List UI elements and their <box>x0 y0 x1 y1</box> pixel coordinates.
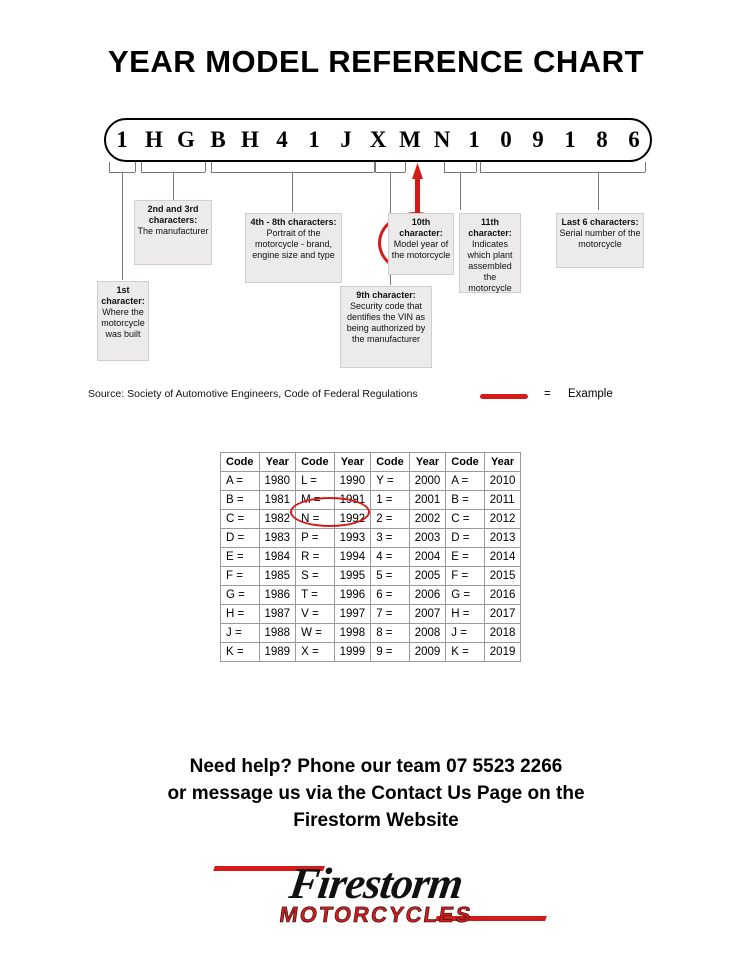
vin-character: 6 <box>628 127 640 152</box>
year-cell: 1991 <box>334 491 371 510</box>
footer-line-1: Need help? Phone our team 07 5523 2266 <box>189 756 563 777</box>
vin-character: H <box>241 127 259 152</box>
year-cell: 2000 <box>409 472 446 491</box>
column-header: Code <box>371 453 410 472</box>
code-cell: F = <box>221 567 260 586</box>
code-cell: H = <box>446 605 485 624</box>
vin-number-box <box>104 118 652 162</box>
callout-second-third-characters <box>134 200 212 265</box>
year-cell: 2016 <box>484 586 521 605</box>
code-cell: W = <box>296 624 335 643</box>
code-cell: D = <box>221 529 260 548</box>
callout-body: Indicates which plant assembled the motorcycle <box>467 239 513 293</box>
callout-heading: 9th character: <box>356 290 416 300</box>
code-cell: G = <box>446 586 485 605</box>
year-cell: 1988 <box>259 624 296 643</box>
year-cell: 1982 <box>259 510 296 529</box>
year-cell: 1997 <box>334 605 371 624</box>
year-cell: 1987 <box>259 605 296 624</box>
year-cell: 1984 <box>259 548 296 567</box>
table-row <box>221 472 521 491</box>
code-cell: 9 = <box>371 643 410 662</box>
code-cell: C = <box>446 510 485 529</box>
callout-fourth-eighth-characters <box>245 213 342 283</box>
code-cell: T = <box>296 586 335 605</box>
year-cell: 2013 <box>484 529 521 548</box>
callout-heading: 11th character: <box>468 217 512 238</box>
bracket-line <box>405 162 406 172</box>
callout-heading: 2nd and 3rd characters: <box>147 204 199 225</box>
table-row <box>221 529 521 548</box>
bracket-line <box>480 172 645 173</box>
year-cell: 1983 <box>259 529 296 548</box>
year-cell: 1994 <box>334 548 371 567</box>
footer-line-3: Firestorm Website <box>293 810 459 831</box>
year-cell: 2010 <box>484 472 521 491</box>
code-cell: 5 = <box>371 567 410 586</box>
bracket-line <box>135 162 136 172</box>
callout-body: Model year of the motorcycle <box>391 239 451 260</box>
callout-body: Portrait of the motorcycle - brand, engine size and type <box>252 228 335 260</box>
year-cell: 2019 <box>484 643 521 662</box>
callout-heading: 4th - 8th characters: <box>250 217 337 227</box>
callout-first-character <box>97 281 149 361</box>
year-cell: 2002 <box>409 510 446 529</box>
callout-body: The manufacturer <box>137 226 209 236</box>
logo-subtext: MOTORCYCLES <box>277 902 475 927</box>
code-cell: G = <box>221 586 260 605</box>
column-header: Code <box>221 453 260 472</box>
contact-footer <box>0 753 752 834</box>
vin-character: 1 <box>468 127 480 152</box>
vin-character: 1 <box>308 127 320 152</box>
year-cell: 1986 <box>259 586 296 605</box>
year-cell: 2017 <box>484 605 521 624</box>
leader-line <box>292 172 293 212</box>
code-cell: J = <box>446 624 485 643</box>
legend-equals: = <box>544 388 551 400</box>
year-cell: 2004 <box>409 548 446 567</box>
vin-character: H <box>145 127 163 152</box>
code-cell: Y = <box>371 472 410 491</box>
year-cell: 1999 <box>334 643 371 662</box>
code-cell: 2 = <box>371 510 410 529</box>
legend-swatch <box>480 394 528 399</box>
year-cell: 1993 <box>334 529 371 548</box>
code-cell: J = <box>221 624 260 643</box>
year-cell: 2005 <box>409 567 446 586</box>
column-header: Code <box>446 453 485 472</box>
code-cell: H = <box>221 605 260 624</box>
callout-last-six-characters <box>556 213 644 268</box>
year-cell: 1980 <box>259 472 296 491</box>
year-cell: 2008 <box>409 624 446 643</box>
vin-character: 4 <box>276 127 288 152</box>
vin-character: B <box>210 127 226 152</box>
table-header-row <box>221 453 521 472</box>
code-cell: E = <box>221 548 260 567</box>
year-table-highlight-circle <box>290 497 370 527</box>
year-cell: 1981 <box>259 491 296 510</box>
table-row <box>221 510 521 529</box>
code-cell: C = <box>221 510 260 529</box>
year-cell: 2006 <box>409 586 446 605</box>
bracket-line <box>480 162 481 172</box>
leader-line <box>598 172 599 210</box>
code-cell: A = <box>446 472 485 491</box>
code-cell: R = <box>296 548 335 567</box>
bracket-line <box>375 162 376 172</box>
vin-character: 8 <box>596 127 608 152</box>
bracket-line <box>205 162 206 172</box>
code-cell: B = <box>221 491 260 510</box>
year-cell: 2003 <box>409 529 446 548</box>
column-header: Year <box>259 453 296 472</box>
table-row <box>221 567 521 586</box>
source-note: Source: Society of Automotive Engineers, Code of Federal Regulations <box>88 388 418 400</box>
callout-heading: 1st character: <box>101 285 145 306</box>
year-cell: 1996 <box>334 586 371 605</box>
footer-line-2: or message us via the Contact Us Page on the <box>167 783 585 804</box>
firestorm-logo <box>196 858 556 934</box>
code-cell: F = <box>446 567 485 586</box>
callout-ninth-character <box>340 286 432 368</box>
table-row <box>221 586 521 605</box>
code-cell: P = <box>296 529 335 548</box>
year-cell: 2012 <box>484 510 521 529</box>
code-cell: S = <box>296 567 335 586</box>
column-header: Year <box>334 453 371 472</box>
code-cell: 7 = <box>371 605 410 624</box>
year-cell: 2015 <box>484 567 521 586</box>
vin-character: M <box>399 127 421 152</box>
year-cell: 1985 <box>259 567 296 586</box>
bracket-line <box>444 162 445 172</box>
code-cell: E = <box>446 548 485 567</box>
year-cell: 1990 <box>334 472 371 491</box>
column-header: Year <box>484 453 521 472</box>
callout-body: Where the motorcycle was built <box>101 307 145 339</box>
code-cell: L = <box>296 472 335 491</box>
leader-line <box>460 172 461 210</box>
year-cell: 1998 <box>334 624 371 643</box>
code-cell: 8 = <box>371 624 410 643</box>
code-cell: X = <box>296 643 335 662</box>
vin-character: 1 <box>564 127 576 152</box>
column-header: Year <box>409 453 446 472</box>
column-header: Code <box>296 453 335 472</box>
code-cell: V = <box>296 605 335 624</box>
vin-character: J <box>340 127 352 152</box>
code-cell: A = <box>221 472 260 491</box>
code-cell: N = <box>296 510 335 529</box>
bracket-line <box>211 162 212 172</box>
year-cell: 2001 <box>409 491 446 510</box>
vin-character: 0 <box>500 127 512 152</box>
leader-line <box>122 172 123 280</box>
year-cell: 1992 <box>334 510 371 529</box>
code-cell: B = <box>446 491 485 510</box>
table-row <box>221 643 521 662</box>
red-arrow-icon <box>411 163 423 217</box>
table-row <box>221 624 521 643</box>
table-row <box>221 605 521 624</box>
callout-body: Serial number of the motorcycle <box>559 228 641 249</box>
bracket-line <box>141 162 142 172</box>
code-cell: K = <box>221 643 260 662</box>
bracket-line <box>476 162 477 172</box>
code-cell: 4 = <box>371 548 410 567</box>
callout-heading: 10th character: <box>399 217 443 238</box>
legend-label: Example <box>568 388 613 400</box>
code-cell: 1 = <box>371 491 410 510</box>
year-cell: 2018 <box>484 624 521 643</box>
page-title: YEAR MODEL REFERENCE CHART <box>107 44 645 79</box>
bracket-line <box>109 162 110 172</box>
callout-eleventh-character <box>459 213 521 293</box>
callout-body: Security code that dentifies the VIN as being authorized by the manufacturer <box>346 301 426 344</box>
code-cell: D = <box>446 529 485 548</box>
vin-character: 9 <box>532 127 544 152</box>
table-row <box>221 548 521 567</box>
callout-heading: Last 6 characters: <box>561 217 639 227</box>
bracket-line <box>645 162 646 172</box>
code-cell: 3 = <box>371 529 410 548</box>
year-cell: 1989 <box>259 643 296 662</box>
year-cell: 2009 <box>409 643 446 662</box>
year-cell: 2011 <box>484 491 521 510</box>
leader-line <box>173 172 174 200</box>
year-cell: 2007 <box>409 605 446 624</box>
code-cell: 6 = <box>371 586 410 605</box>
vin-character: G <box>177 127 195 152</box>
year-cell: 1995 <box>334 567 371 586</box>
year-code-table <box>220 452 521 662</box>
table-row <box>221 491 521 510</box>
code-cell: K = <box>446 643 485 662</box>
callout-tenth-character <box>388 213 454 275</box>
year-cell: 2014 <box>484 548 521 567</box>
logo-wordmark: Firestorm <box>286 859 466 908</box>
code-cell: M = <box>296 491 335 510</box>
vin-character: X <box>369 127 387 152</box>
vin-character: N <box>433 127 451 152</box>
vin-character: 1 <box>116 127 128 152</box>
